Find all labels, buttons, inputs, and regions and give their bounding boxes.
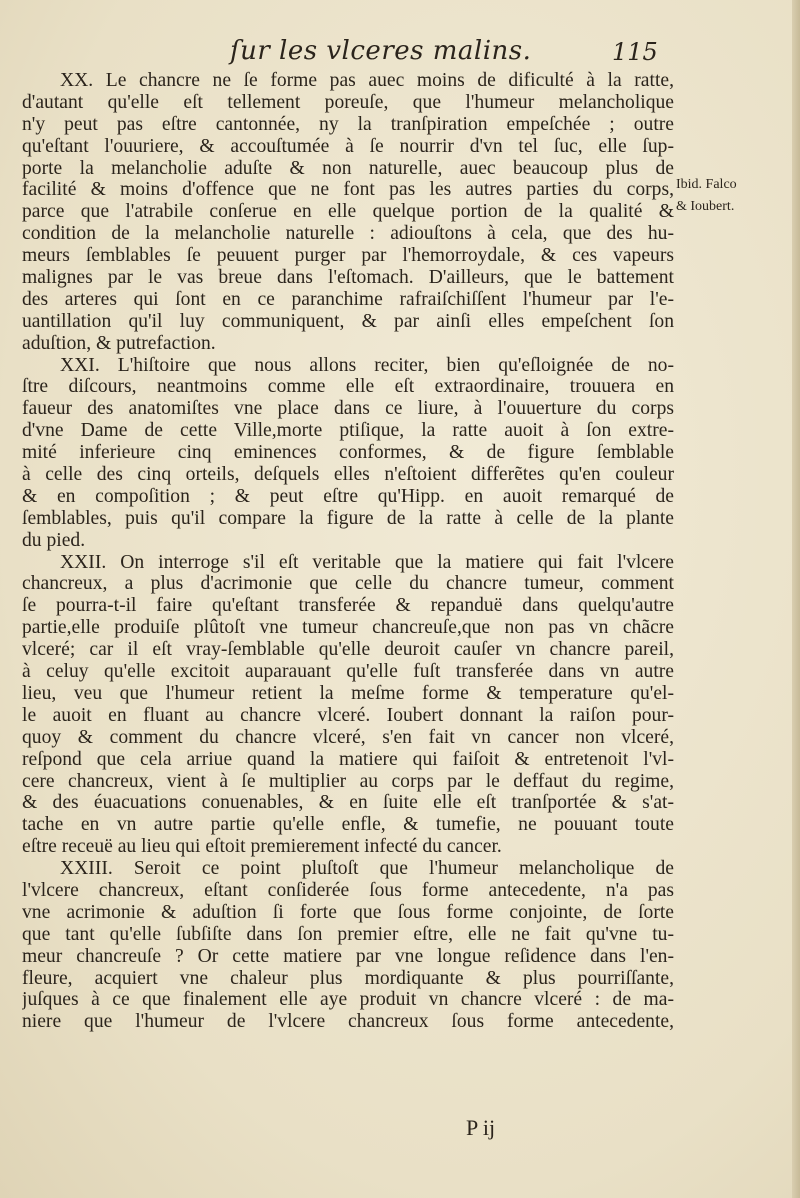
text-line: XXI. L'hiſtoire que nous allons reciter, bien qu'eſloignée de no- — [60, 354, 674, 376]
text-line: chancreux, a plus d'acrimonie que celle du chancre tumeur, comment — [22, 573, 674, 595]
text-line: uantillation qu'il luy communiquent, & par ainſi elles empeſchent ſon — [22, 310, 674, 332]
page-number: 115 — [612, 38, 658, 66]
text-line: facilité & moins d'offence que ne font pas les autres parties du corps, — [22, 179, 674, 201]
text-line: n'y peut pas eſtre cantonnée, ny la tranſpiration empeſchée ; outre — [22, 113, 674, 135]
text-line: reſpond que cela arriue quand la matiere qui faiſoit & entretenoit l'vl- — [22, 748, 674, 770]
text-line: aduſtion, & putrefaction. — [22, 332, 216, 354]
text-line: que tant qu'elle ſubſiſte dans ſon premier eſtre, elle ne fait qu'vne tu- — [22, 923, 674, 945]
text-line: vne acrimonie & aduſtion ſi forte que ſous forme conjointe, de ſorte — [22, 901, 674, 923]
text-line: eſtre receuë au lieu qui eſtoit premierement infecté du cancer. — [22, 836, 502, 858]
text-line: partie,elle produiſe plûtoſt vne tumeur chancreuſe,que non pas vn chãcre — [22, 617, 674, 639]
text-line: XX. Le chancre ne ſe forme pas auec moins de dificulté à la ratte, — [60, 70, 674, 91]
text-line: tache en vn autre partie qu'elle enfle, & tumefie, ne pouuant toute — [22, 814, 674, 836]
text-line: du pied. — [22, 529, 86, 551]
text-line: niere que l'humeur de l'vlcere chancreux ſous forme antecedente, — [22, 1011, 674, 1033]
text-line: & en compoſition ; & peut eſtre qu'Hipp. en auoit remarqué de — [22, 485, 674, 507]
text-line: des arteres qui ſont en ce paranchime rafraiſchiſſent l'humeur par l'e- — [22, 288, 674, 310]
text-line: cere chancreux, vient à ſe multiplier au corps par le deffaut du regime, — [22, 770, 674, 792]
text-line: faueur des anatomiſtes vne place dans ce liure, à l'ouuerture du corps — [22, 398, 674, 420]
text-line: le auoit en fluant au chancre vlceré. Ioubert donnant la raiſon pour- — [22, 704, 674, 726]
running-title: ſur les vlceres malins. — [230, 36, 532, 66]
text-line: juſques à ce que finalement elle aye produit vn chancre vlceré : de ma- — [22, 989, 674, 1011]
text-line: meurs ſemblables ſe peuuent purger par l'hemorroydale, & ces vapeurs — [22, 245, 674, 267]
page-edge — [792, 0, 800, 1198]
text-line: XXIII. Seroit ce point pluſtoſt que l'humeur melancholique de — [60, 858, 674, 880]
margin-note: Ibid. Falco — [676, 177, 737, 192]
margin-note: & Ioubert. — [676, 199, 735, 214]
page-header — [0, 36, 700, 70]
text-line: XXII. On interroge s'il eſt veritable que la matiere qui fait l'vlcere — [60, 551, 674, 573]
text-line: qu'eſtant l'ouuriere, & accouſtumée à ſe nourrir d'vn tel ſuc, elle ſup- — [22, 135, 674, 157]
text-line: l'vlcere chancreux, eſtant conſiderée ſous forme antecedente, n'a pas — [22, 879, 674, 901]
text-line: parce que l'atrabile conſerue en elle quelque portion de la qualité & — [22, 201, 674, 223]
text-line: porte la melancholie aduſte & non naturelle, auec beaucoup plus de — [22, 157, 674, 179]
text-line: à celuy qu'elle excitoit auparauant qu'elle fuſt transferée dans vn autre — [22, 661, 674, 683]
text-line: mité inferieure cinq eminences conformes, & de figure ſemblable — [22, 442, 674, 464]
text-line: vlceré; car il eſt vray-ſemblable qu'elle deuroit cauſer vn chancre pareil, — [22, 639, 674, 661]
text-line: lieu, veu que l'humeur retient la meſme forme & temperature qu'el- — [22, 682, 674, 704]
text-line: d'autant qu'elle eſt tellement poreuſe, que l'humeur melancholique — [22, 91, 674, 113]
text-line: ſemblables, puis qu'il compare la figure de la ratte à celle de la plante — [22, 507, 674, 529]
text-body — [22, 70, 674, 1033]
text-line: fleure, acquiert vne chaleur plus mordiquante & plus pourriſſante, — [22, 967, 674, 989]
text-line: & des éuacuations conuenables, & en ſuite elle eſt tranſportée & s'at- — [22, 792, 674, 814]
text-line: condition de la melancholie naturelle : adiouſtons à cela, que des hu- — [22, 223, 674, 245]
text-line: à celle des cinq orteils, deſquels elles n'eſtoient differẽtes qu'en couleur — [22, 464, 674, 486]
text-line: malignes par le vas breue dans l'eſtomach. D'ailleurs, que le battement — [22, 267, 674, 289]
text-line: d'vne Dame de cette Ville,morte ptiſique, la ratte auoit à ſon extre- — [22, 420, 674, 442]
text-line: ſtre diſcours, neantmoins comme elle eſt extraordinaire, trouuera en — [22, 376, 674, 398]
text-line: ſe pourra-t-il faire qu'eſtant transferée & repanduë dans quelqu'autre — [22, 595, 674, 617]
signature-mark: P ij — [466, 1115, 496, 1140]
text-line: meur chancreuſe ? Or cette matiere par vne longue reſidence dans l'en- — [22, 945, 674, 967]
text-line: quoy & comment du chancre vlceré, s'en fait vn cancer non vlceré, — [22, 726, 674, 748]
